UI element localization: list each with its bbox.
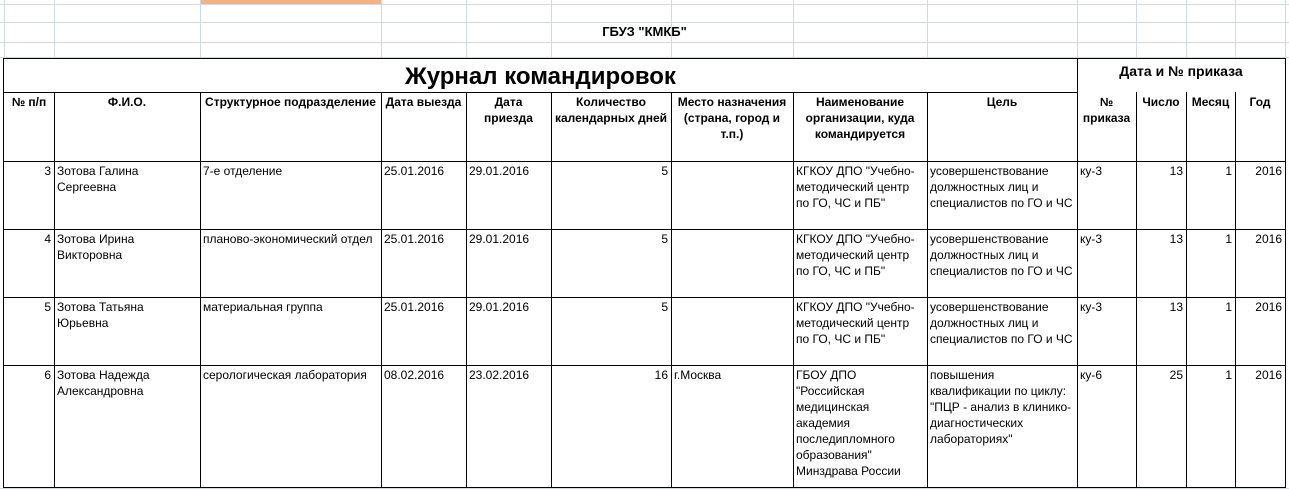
- table-border-line: [3, 229, 1286, 230]
- row-day[interactable]: 25: [1169, 368, 1183, 382]
- row-dept[interactable]: планово-экономический отдел: [203, 232, 373, 246]
- row-days[interactable]: 5: [661, 232, 668, 246]
- row-org[interactable]: КГКОУ ДПО "Учебно-методический центр по ГО, ЧС и ПБ": [796, 232, 915, 278]
- row-day[interactable]: 13: [1169, 300, 1183, 314]
- row-arrive-date[interactable]: 29.01.2016: [469, 232, 530, 246]
- row-days[interactable]: 5: [661, 300, 668, 314]
- row-day[interactable]: 13: [1169, 232, 1183, 246]
- header-arrive-date: Дата приезда: [484, 95, 533, 125]
- row-order-no[interactable]: ку-3: [1080, 164, 1103, 178]
- table-border-line: [3, 297, 1286, 298]
- gridline-horizontal: [0, 4, 1289, 5]
- order-group-header: Дата и № приказа: [1119, 63, 1243, 79]
- row-num[interactable]: 3: [44, 164, 51, 178]
- row-days[interactable]: 5: [661, 164, 668, 178]
- row-order-no[interactable]: ку-3: [1080, 232, 1103, 246]
- table-border-line: [1285, 58, 1286, 488]
- row-num[interactable]: 6: [44, 368, 51, 382]
- table-border-line: [927, 92, 928, 487]
- header-order-no: № приказа: [1082, 95, 1131, 125]
- row-year[interactable]: 2016: [1255, 300, 1282, 314]
- table-border-line: [1136, 92, 1137, 487]
- table-border-line: [1077, 58, 1078, 92]
- row-order-no[interactable]: ку-6: [1080, 368, 1103, 382]
- org-title: ГБУЗ "КМКБ": [602, 24, 687, 39]
- table-border-line: [671, 92, 672, 487]
- row-depart-date[interactable]: 08.02.2016: [384, 368, 445, 382]
- header-month: Месяц: [1191, 95, 1230, 109]
- row-goal[interactable]: повышения квалификации по циклу: "ПЦР - анализ в клинико-диагностических лабораториях": [930, 368, 1072, 446]
- row-days[interactable]: 16: [654, 368, 668, 382]
- header-dept: Структурное подразделение: [205, 95, 376, 109]
- row-num[interactable]: 5: [44, 300, 51, 314]
- row-dept[interactable]: материальная группа: [203, 300, 323, 314]
- table-border-line: [3, 365, 1286, 366]
- row-arrive-date[interactable]: 23.02.2016: [469, 368, 530, 382]
- row-num[interactable]: 4: [44, 232, 51, 246]
- row-year[interactable]: 2016: [1255, 164, 1282, 178]
- header-fio: Ф.И.О.: [107, 95, 147, 109]
- row-day[interactable]: 13: [1169, 164, 1183, 178]
- row-fio[interactable]: Зотова Галина Сергеевна: [57, 164, 139, 194]
- table-border-line: [1077, 92, 1078, 487]
- row-fio[interactable]: Зотова Ирина Викторовна: [57, 232, 135, 262]
- row-fio[interactable]: Зотова Татьяна Юрьевна: [57, 300, 144, 330]
- row-month[interactable]: 1: [1225, 164, 1232, 178]
- row-arrive-date[interactable]: 29.01.2016: [469, 300, 530, 314]
- header-num: № п/п: [11, 95, 47, 109]
- row-depart-date[interactable]: 25.01.2016: [384, 232, 445, 246]
- header-depart-date: Дата выезда: [385, 95, 462, 109]
- row-place[interactable]: [671, 298, 793, 365]
- row-depart-date[interactable]: 25.01.2016: [384, 300, 445, 314]
- header-year: Год: [1249, 95, 1271, 109]
- table-border-line: [3, 92, 1077, 93]
- row-year[interactable]: 2016: [1255, 232, 1282, 246]
- table-border-line: [3, 487, 1286, 488]
- row-year[interactable]: 2016: [1255, 368, 1282, 382]
- row-place[interactable]: г.Москва: [674, 368, 722, 382]
- row-goal[interactable]: усовершенствование должностных лиц и специалистов по ГО и ЧС: [930, 300, 1073, 346]
- row-order-no[interactable]: ку-3: [1080, 300, 1103, 314]
- table-border-line: [466, 92, 467, 487]
- header-org: Наименование организации, куда командируется: [805, 95, 915, 141]
- table-border-line: [1186, 92, 1187, 487]
- row-month[interactable]: 1: [1225, 300, 1232, 314]
- table-border-line: [551, 92, 552, 487]
- table-border-line: [3, 58, 4, 488]
- row-org[interactable]: КГКОУ ДПО "Учебно-методический центр по ГО, ЧС и ПБ": [796, 164, 915, 210]
- header-day: Число: [1142, 95, 1180, 109]
- gridline-horizontal: [0, 488, 1289, 489]
- header-goal: Цель: [986, 95, 1018, 109]
- gridline-horizontal: [0, 42, 1289, 43]
- row-arrive-date[interactable]: 29.01.2016: [469, 164, 530, 178]
- row-org[interactable]: КГКОУ ДПО "Учебно-методический центр по ГО, ЧС и ПБ": [796, 300, 915, 346]
- row-dept[interactable]: серологическая лаборатория: [203, 368, 367, 382]
- row-org[interactable]: ГБОУ ДПО "Российская медицинская академия последипломного образования" Минздрава России: [796, 368, 901, 478]
- row-month[interactable]: 1: [1225, 368, 1232, 382]
- header-place: Место назначения (страна, город и т.п.): [677, 95, 787, 141]
- table-border-line: [54, 92, 55, 487]
- table-border-line: [3, 58, 1286, 59]
- table-border-line: [3, 161, 1286, 162]
- table-border-line: [200, 92, 201, 487]
- table-border-line: [793, 92, 794, 487]
- table-border-line: [381, 92, 382, 487]
- row-place[interactable]: [671, 162, 793, 229]
- row-dept[interactable]: 7-е отделение: [203, 164, 283, 178]
- journal-title: Журнал командировок: [405, 63, 676, 90]
- header-days: Количество календарных дней: [554, 95, 668, 125]
- table-border-line: [1235, 92, 1236, 487]
- row-goal[interactable]: усовершенствование должностных лиц и специалистов по ГО и ЧС: [930, 232, 1073, 278]
- row-month[interactable]: 1: [1225, 232, 1232, 246]
- row-place[interactable]: [671, 230, 793, 297]
- row-goal[interactable]: усовершенствование должностных лиц и специалистов по ГО и ЧС: [930, 164, 1073, 210]
- row-depart-date[interactable]: 25.01.2016: [384, 164, 445, 178]
- row-fio[interactable]: Зотова Надежда Александровна: [57, 368, 150, 398]
